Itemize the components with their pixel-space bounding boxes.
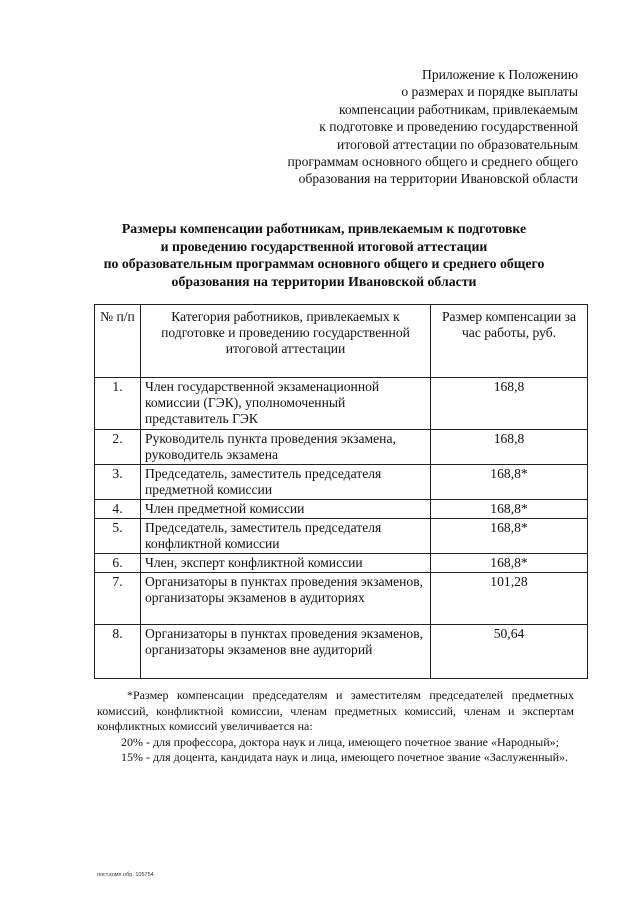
row-number: 6. bbox=[95, 554, 141, 573]
table-row bbox=[95, 378, 588, 430]
document-title bbox=[84, 220, 564, 290]
appendix-line: к подготовке и проведению государственной bbox=[319, 119, 578, 135]
row-number: 1. bbox=[95, 378, 141, 430]
footnotes bbox=[97, 688, 574, 766]
compensation-table bbox=[94, 304, 588, 679]
row-category: Председатель, заместитель председателя конфликтной комиссии bbox=[141, 519, 431, 554]
row-value: 101,28 bbox=[431, 573, 588, 625]
appendix-line: образования на территории Ивановской области bbox=[298, 171, 578, 187]
row-value: 168,8 bbox=[431, 430, 588, 465]
row-category: Руководитель пункта проведения экзамена, руководитель экзамена bbox=[141, 430, 431, 465]
header-number: № п/п bbox=[95, 305, 141, 378]
table-row bbox=[95, 554, 588, 573]
header-compensation: Размер компенсации за час работы, руб. bbox=[431, 305, 588, 378]
title-line: по образовательным программам основного общего и среднего общего bbox=[103, 256, 545, 272]
row-value: 168,8* bbox=[431, 554, 588, 573]
table-row bbox=[95, 573, 588, 625]
footnote-item: 15% - для доцента, кандидата наук и лица, имеющего почетное звание «Заслуженный». bbox=[121, 750, 569, 764]
row-category: Член государственной экзаменационной комиссии (ГЭК), уполномоченный представитель ГЭК bbox=[141, 378, 431, 430]
footnote-item: 20% - для профессора, доктора наук и лица, имеющего почетное звание «Народный»; bbox=[121, 734, 559, 749]
header-category: Категория работников, привлекаемых к подготовке и проведению государственной итоговой аттестации bbox=[141, 305, 431, 378]
appendix-line: о размерах и порядке выплаты bbox=[401, 84, 578, 100]
appendix-line: Приложение к Положению bbox=[422, 67, 578, 82]
appendix-line: программам основного общего и среднего общего bbox=[287, 154, 578, 170]
appendix-line: компенсации работникам, привлекаемым bbox=[339, 101, 578, 117]
row-number: 7. bbox=[95, 573, 141, 625]
table-row bbox=[95, 625, 588, 679]
table-row bbox=[95, 500, 588, 519]
title-line: Размеры компенсации работникам, привлекаемым к подготовке bbox=[121, 221, 527, 236]
row-number: 5. bbox=[95, 519, 141, 554]
row-value: 168,8* bbox=[431, 519, 588, 554]
row-number: 2. bbox=[95, 430, 141, 465]
row-value: 168,8* bbox=[431, 500, 588, 519]
footnote-text: *Размер компенсации председателям и заместителям председателей предметных комиссий, конфликтной комиссии, членам предметных комиссий, членам и экспертам конфликтных комиссий увеличивается на: bbox=[97, 688, 574, 733]
document-stamp: пост.комп.обр. 105754 bbox=[97, 872, 154, 878]
row-category: Председатель, заместитель председателя предметной комиссии bbox=[141, 465, 431, 500]
row-value: 50,64 bbox=[431, 625, 588, 679]
table-row bbox=[95, 430, 588, 465]
title-line: образования на территории Ивановской области bbox=[171, 273, 477, 289]
row-category: Член предметной комиссии bbox=[141, 500, 431, 519]
table-row bbox=[95, 465, 588, 500]
row-value: 168,8* bbox=[431, 465, 588, 500]
row-category: Организаторы в пунктах проведения экзаменов, организаторы экзаменов в аудиториях bbox=[141, 573, 431, 625]
row-number: 4. bbox=[95, 500, 141, 519]
row-number: 3. bbox=[95, 465, 141, 500]
appendix-line: итоговой аттестации по образовательным bbox=[337, 136, 578, 152]
table-header-row bbox=[95, 305, 588, 378]
row-category: Организаторы в пунктах проведения экзаменов, организаторы экзаменов вне аудиторий bbox=[141, 625, 431, 679]
appendix-header bbox=[288, 66, 579, 188]
row-number: 8. bbox=[95, 625, 141, 679]
row-value: 168,8 bbox=[431, 378, 588, 430]
table-row bbox=[95, 519, 588, 554]
row-category: Член, эксперт конфликтной комиссии bbox=[141, 554, 431, 573]
title-line: и проведению государственной итоговой аттестации bbox=[160, 238, 488, 254]
